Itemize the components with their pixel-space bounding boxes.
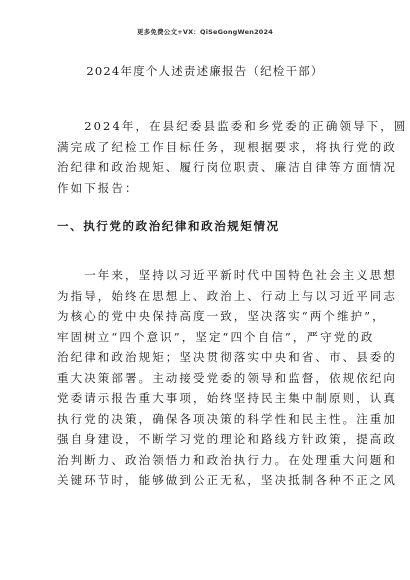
- paragraph-line: 治纪律和政治规矩、履行岗位职责、廉洁自律等方面情况: [57, 160, 397, 174]
- paragraph-line: 重大决策部署。主动接受党委的领导和监督，依规依纪向: [57, 370, 397, 385]
- paragraph-line: 牢固树立“四个意识”，坚定“四个自信”，严守党的政: [57, 329, 375, 344]
- header-note: 更多免费公文+VX：QiSeGongWen2024: [137, 28, 273, 36]
- paragraph-line: 作如下报告：: [57, 180, 139, 195]
- paragraph-section-1: [57, 265, 397, 491]
- paragraph-line: 强自身建设，不断学习党的理论和路线方针政策，提高政: [57, 432, 397, 446]
- paragraph-line: 满完成了纪检工作目标任务，现根据要求，将执行党的政: [57, 139, 397, 154]
- section-heading: 一、执行党的政治纪律和政治规矩情况: [57, 219, 280, 233]
- document-title: 2024年度个人述责述廉报告（纪检干部）: [86, 64, 324, 78]
- paragraph-line: 为指导，始终在思想上、政治上、行动上与以习近平同志: [57, 288, 397, 303]
- paragraph-line: 治纪律和政治规矩；坚决贯彻落实中央和省、市、县委的: [57, 350, 397, 364]
- paragraph-line: 党委请示报告重大事项，始终坚持民主集中制原则，认真: [57, 391, 397, 405]
- paragraph-line: 一年来，坚持以习近平新时代中国特色社会主义思想: [57, 268, 397, 282]
- paragraph-line: 为核心的党中央保持高度一致，坚决落实“两个维护”，: [57, 309, 386, 323]
- paragraph-intro: [57, 116, 408, 198]
- paragraph-line: 2024年，在县纪委县监委和乡党委的正确领导下，圆: [57, 119, 408, 133]
- paragraph-line: 执行党的决策，确保各项决策的科学性和民主性。注重加: [57, 411, 397, 426]
- paragraph-line: 治判断力、政治领悟力和政治执行力。在处理重大问题和: [57, 452, 397, 467]
- paragraph-line: 关键环节时，能够做到公正无私，坚决抵制各种不正之风: [57, 473, 397, 487]
